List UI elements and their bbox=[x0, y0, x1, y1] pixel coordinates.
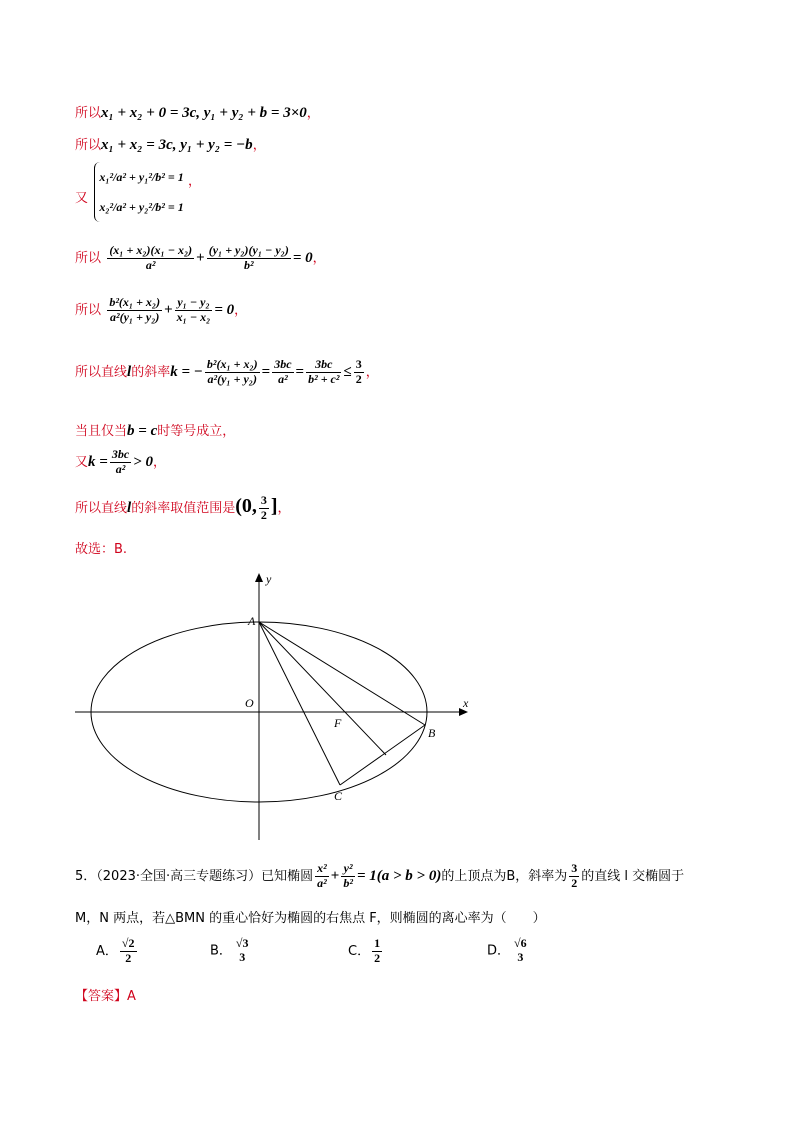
fraction: $\frac{1}{2}$ bbox=[374, 936, 381, 965]
y-axis-arrow bbox=[255, 573, 263, 582]
label-F: F bbox=[334, 716, 342, 730]
solution-line-8: 又k = $\frac{3bc}{\text{a²}}$ > 0， bbox=[75, 447, 166, 476]
fraction: $\frac{3bc}{\text{a²}}$ bbox=[274, 357, 292, 386]
option-d[interactable]: D． √6 3 bbox=[487, 936, 527, 964]
answer-label: 【答案】A bbox=[75, 989, 136, 1004]
fraction: $\frac{\text{(x₁ + x₂)(x₁ − x₂)}}{\text{a²}}$ bbox=[109, 243, 193, 272]
solution-line-9: 所以直线l的斜率取值范围是(0, $\frac{3}{2}$ ]， bbox=[75, 493, 291, 522]
fraction: $\frac{√2}{2}$ bbox=[121, 936, 135, 965]
solution-line-2: 所以x₁ + x₂ = 3c, y₁ + y₂ = −b， bbox=[75, 137, 266, 153]
fraction: $\frac{\text{x²}}{\text{a²}}$ bbox=[317, 861, 327, 890]
solution-conclusion: 故选：B. bbox=[75, 542, 128, 557]
label-x: x bbox=[463, 696, 469, 710]
fraction: $\frac{3bc}{\text{a²}}$ bbox=[111, 447, 130, 476]
option-b[interactable]: B． √3 3 bbox=[210, 936, 249, 964]
solution-line-4: 所以 $\frac{\text{(x₁ + x₂)(x₁ − x₂)}}{\text{a²}}$ + $\frac{\text{(y₁ + y₂)(y₁ − y₂)}}{\text{b²}}$ = 0， bbox=[75, 243, 326, 272]
question-5: 5．（2023·全国·高三专题练习）已知椭圆 $\frac{\text{x²}}{\text{a²}}$ + $\frac{\text{y²}}{\text{b²}}$ = 1(a > b > 0)的上顶点为B，斜率为 $\frac{3}{2}$ 的直线 l 交椭圆于 bbox=[75, 861, 685, 890]
solution-line-1: 所以x₁ + x₂ + 0 = 3c, y₁ + y₂ + b = 3×0， bbox=[75, 105, 320, 121]
label-B: B bbox=[428, 726, 436, 740]
fraction: $\frac{\text{(y₁ + y₂)(y₁ − y₂)}}{\text{b²}}$ bbox=[208, 243, 289, 272]
label-O: O bbox=[245, 696, 254, 710]
solution-line-6: 所以直线l的斜率k = − $\frac{\text{b²(x₁ + x₂)}}{\text{a²(y₁ + y₂)}}$ = $\frac{3bc}{\text{a²}}$ = $\frac{3bc}{\text{b² + c²}}$ ≤ $\frac{3}{2}$ ， bbox=[75, 357, 379, 386]
fraction: $\frac{\text{y²}}{\text{b²}}$ bbox=[343, 861, 353, 890]
solution-line-7: 当且仅当b = c时等号成立， bbox=[75, 423, 236, 439]
solution-line-3: 又 x₁²/a² + y₁²/b² = 1 x₂²/a² + y₂²/b² = 1 ， bbox=[75, 162, 201, 222]
question-5-line-2: M，N 两点，若△BMN 的重心恰好为椭圆的右焦点 F，则椭圆的离心率为（ ） bbox=[75, 911, 546, 926]
fraction: $\frac{3}{2}$ bbox=[355, 357, 362, 386]
label-A: A bbox=[248, 614, 256, 628]
segment-AC bbox=[259, 622, 340, 785]
fraction: √6 3 bbox=[514, 936, 527, 964]
ellipse-figure bbox=[0, 565, 794, 845]
option-c[interactable]: C． $\frac{1}{2}$ bbox=[348, 936, 381, 965]
fraction: $\frac{\text{y₁ − y₂}}{\text{x₁ − x₂}}$ bbox=[176, 295, 211, 324]
fraction: $\frac{3bc}{\text{b² + c²}}$ bbox=[308, 357, 340, 386]
equation-system: x₁²/a² + y₁²/b² = 1 x₂²/a² + y₂²/b² = 1 bbox=[94, 162, 183, 222]
label-C: C bbox=[334, 789, 343, 803]
label-y: y bbox=[266, 572, 272, 586]
solution-line-5: 所以 $\frac{\text{b²(x₁ + x₂)}}{\text{a²(y₁ + y₂)}}$ + $\frac{\text{y₁ − y₂}}{\text{x₁ − x₂}}$ = 0， bbox=[75, 295, 248, 324]
fraction: $\frac{\text{b²(x₁ + x₂)}}{\text{a²(y₁ + y₂)}}$ bbox=[206, 357, 258, 386]
fraction: √3 3 bbox=[235, 936, 249, 964]
fraction: $\frac{\text{b²(x₁ + x₂)}}{\text{a²(y₁ + y₂)}}$ bbox=[109, 295, 161, 324]
segment-BC bbox=[340, 725, 425, 785]
fraction: $\frac{3}{2}$ bbox=[260, 493, 267, 522]
fraction: $\frac{3}{2}$ bbox=[571, 861, 578, 890]
option-a[interactable]: A． $\frac{√2}{2}$ bbox=[96, 936, 135, 965]
